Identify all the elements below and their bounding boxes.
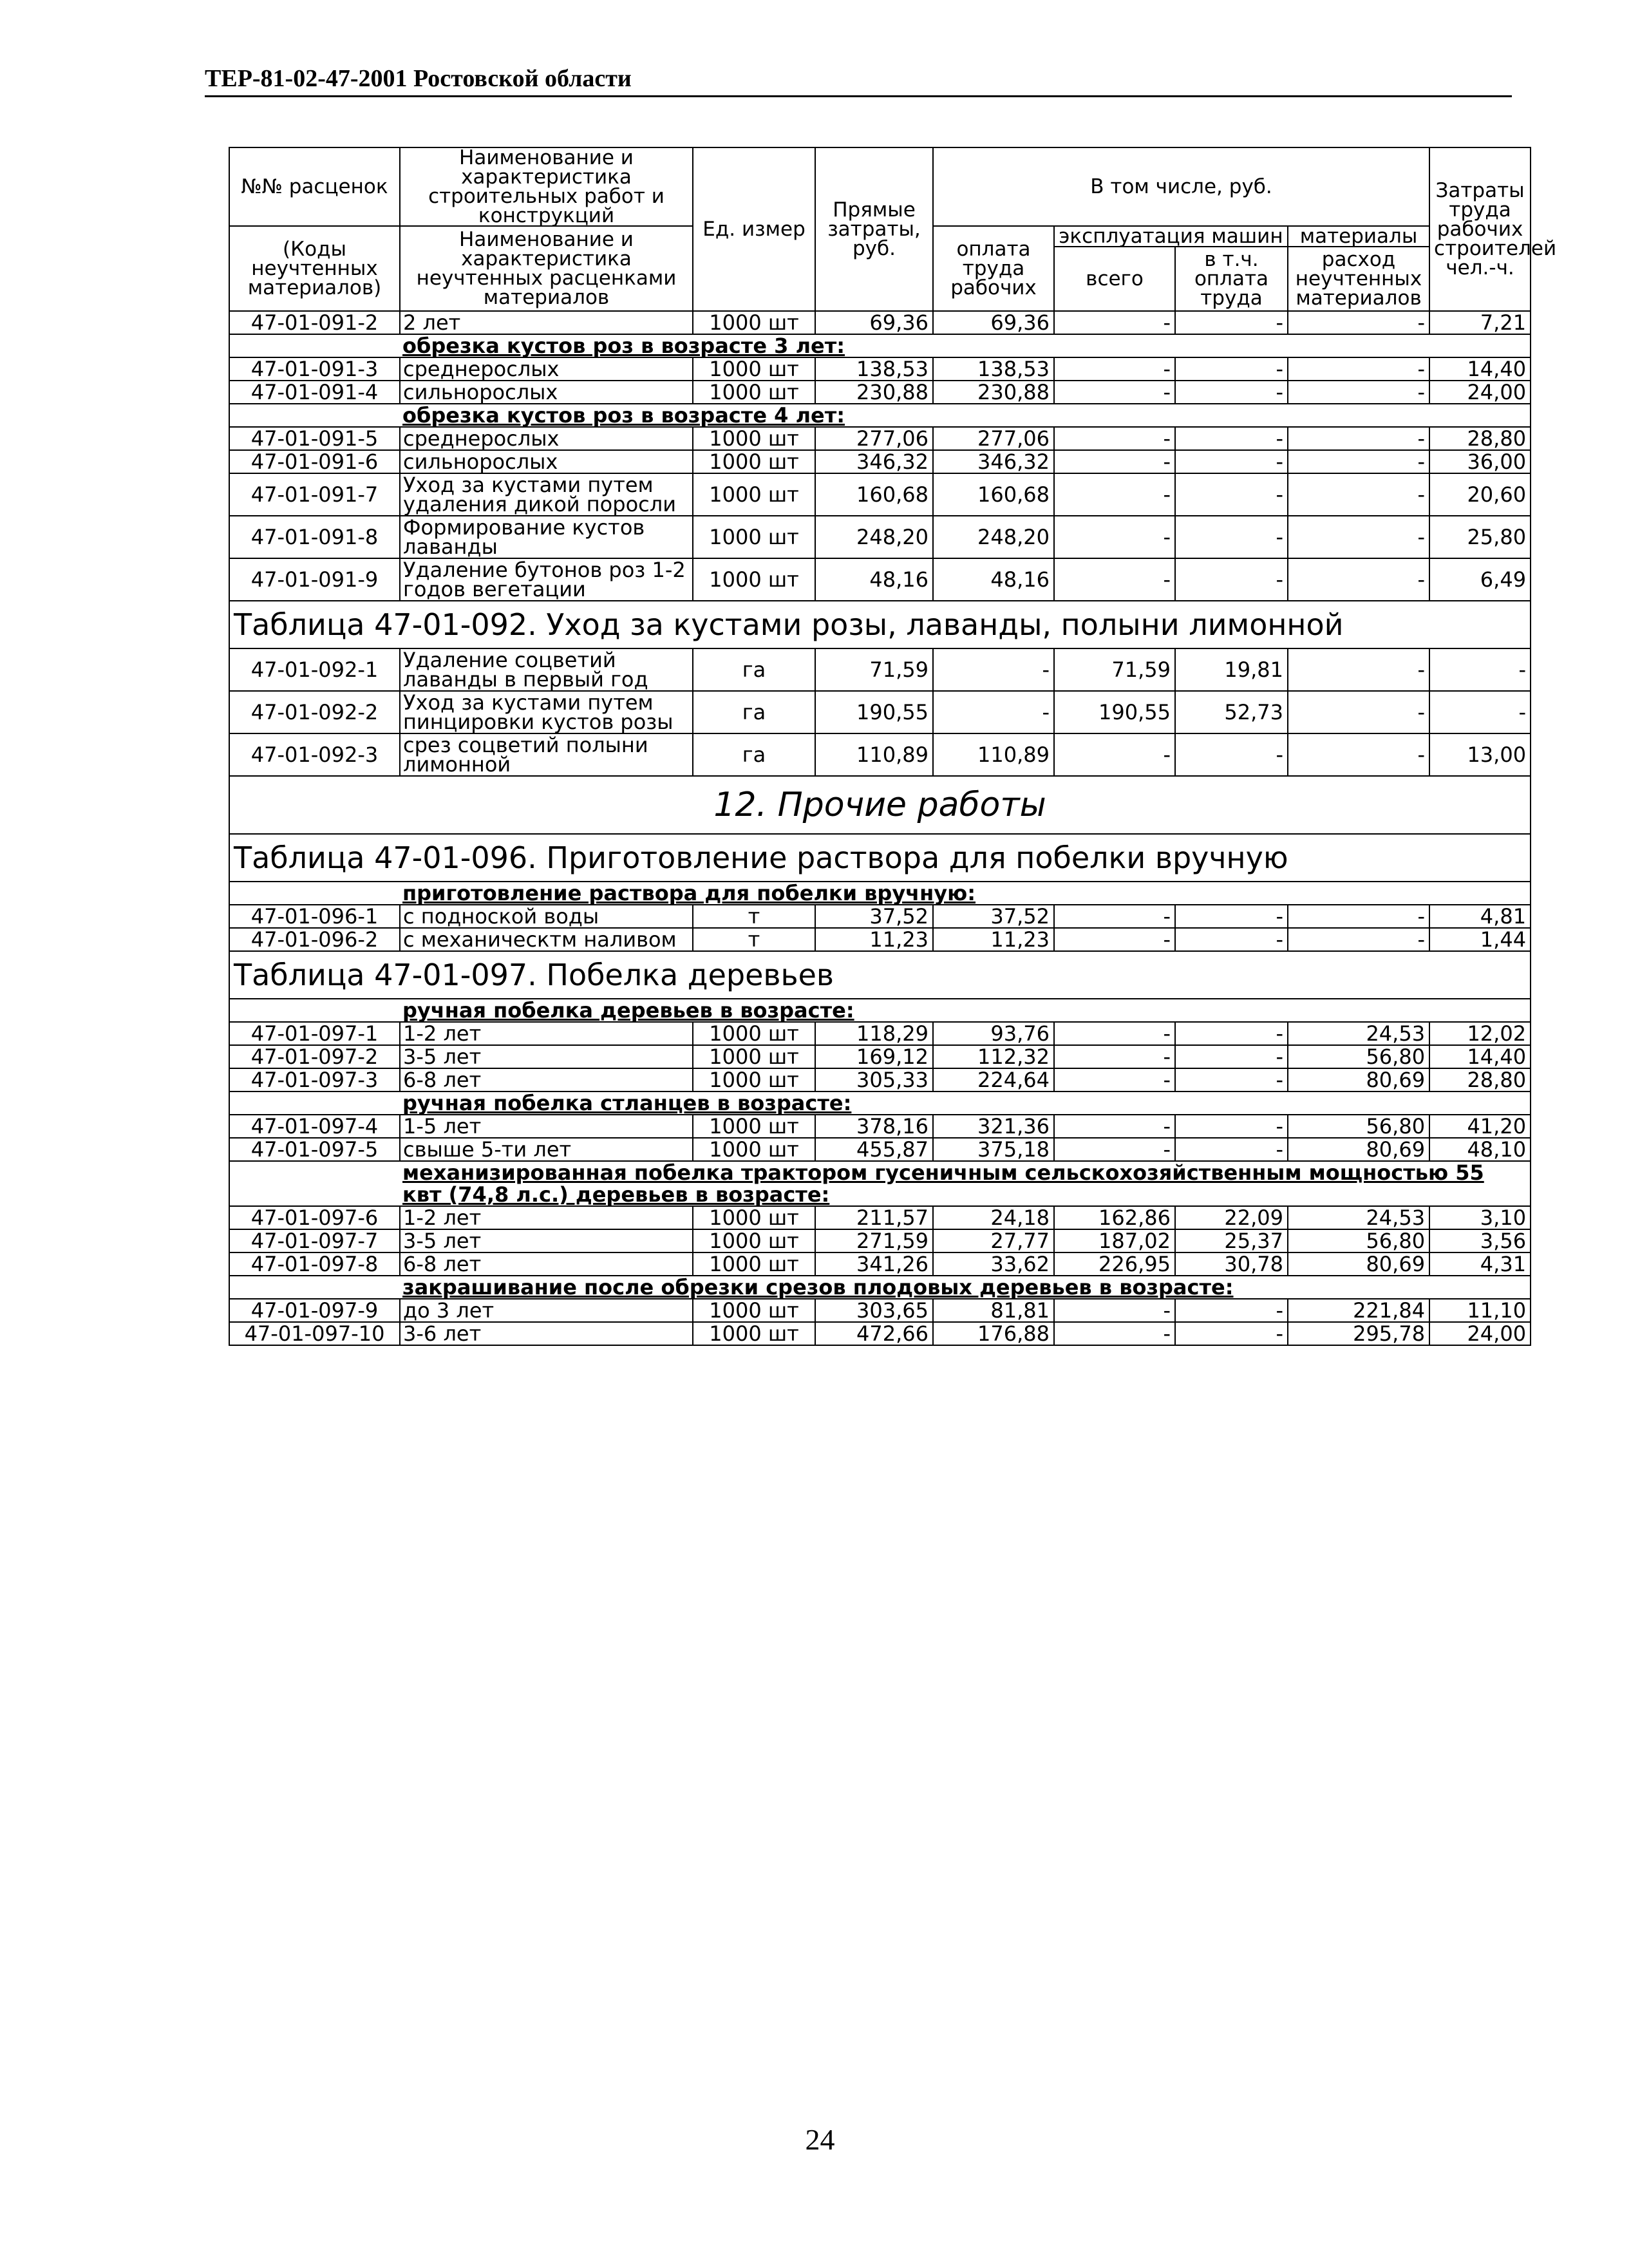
col-name-sub-header: Наименование и характеристика неучтенных расценками материалов: [400, 226, 693, 311]
rate-code: 47-01-096-2: [229, 928, 400, 951]
labor-hours-cell: 36,00: [1429, 450, 1531, 473]
unit-cell: га: [693, 648, 815, 691]
chapter-row: [229, 776, 1531, 834]
direct-cost-cell: 230,88: [815, 381, 933, 404]
labor-pay-cell: 24,18: [933, 1206, 1054, 1229]
direct-cost-cell: 37,52: [815, 905, 933, 928]
labor-pay-cell: 160,68: [933, 473, 1054, 516]
machines-labor-cell: 52,73: [1175, 691, 1288, 733]
table-title: Таблица 47-01-092. Уход за кустами розы, лаванды, полыни лимонной: [229, 601, 1531, 648]
table-row: [229, 733, 1531, 776]
materials-cell: -: [1288, 427, 1429, 450]
table-row: [229, 450, 1531, 473]
labor-hours-cell: 4,31: [1429, 1252, 1531, 1276]
machines-total-cell: -: [1054, 1299, 1175, 1322]
machines-labor-cell: -: [1175, 1045, 1288, 1068]
unit-cell: 1000 шт: [693, 1022, 815, 1045]
table-row: [229, 357, 1531, 381]
table-title: Таблица 47-01-096. Приготовление раствора для побелки вручную: [229, 834, 1531, 882]
machines-labor-cell: -: [1175, 928, 1288, 951]
labor-pay-cell: 112,32: [933, 1045, 1054, 1068]
labor-pay-cell: 37,52: [933, 905, 1054, 928]
rate-code: 47-01-092-1: [229, 648, 400, 691]
labor-hours-cell: 4,81: [1429, 905, 1531, 928]
machines-total-cell: 226,95: [1054, 1252, 1175, 1276]
machines-total-cell: 187,02: [1054, 1229, 1175, 1252]
rate-code: 47-01-097-6: [229, 1206, 400, 1229]
direct-cost-cell: 138,53: [815, 357, 933, 381]
work-name: свыше 5-ти лет: [400, 1138, 693, 1161]
direct-cost-cell: 341,26: [815, 1252, 933, 1276]
machines-labor-cell: -: [1175, 381, 1288, 404]
direct-cost-cell: 303,65: [815, 1299, 933, 1322]
unit-cell: га: [693, 733, 815, 776]
materials-cell: -: [1288, 473, 1429, 516]
col-direct-header: Прямые затраты, руб.: [815, 147, 933, 311]
labor-hours-cell: 25,80: [1429, 516, 1531, 558]
labor-hours-cell: 20,60: [1429, 473, 1531, 516]
work-name: с механическтм наливом: [400, 928, 693, 951]
col-materials-sub-header: расход неучтенных материалов: [1288, 247, 1429, 311]
labor-pay-cell: 277,06: [933, 427, 1054, 450]
labor-pay-cell: 27,77: [933, 1229, 1054, 1252]
unit-cell: 1000 шт: [693, 1322, 815, 1345]
labor-hours-cell: 14,40: [1429, 357, 1531, 381]
machines-labor-cell: -: [1175, 1022, 1288, 1045]
work-name: среднерослых: [400, 357, 693, 381]
materials-cell: 56,80: [1288, 1045, 1429, 1068]
labor-pay-cell: 346,32: [933, 450, 1054, 473]
page-number: 24: [805, 2123, 835, 2156]
labor-hours-cell: 24,00: [1429, 1322, 1531, 1345]
materials-cell: -: [1288, 516, 1429, 558]
rates-table: [229, 146, 1557, 1346]
table-row: [229, 558, 1531, 601]
direct-cost-cell: 271,59: [815, 1229, 933, 1252]
document-header: ТЕР-81-02-47-2001 Ростовской области: [205, 64, 1512, 97]
unit-cell: т: [693, 905, 815, 928]
unit-cell: 1000 шт: [693, 1299, 815, 1322]
labor-pay-cell: 138,53: [933, 357, 1054, 381]
direct-cost-cell: 472,66: [815, 1322, 933, 1345]
machines-labor-cell: 30,78: [1175, 1252, 1288, 1276]
unit-cell: 1000 шт: [693, 357, 815, 381]
col-code-sub-header: (Коды неучтенных материалов): [229, 226, 400, 311]
work-name: Удаление соцветий лаванды в первый год: [400, 648, 693, 691]
section-heading: обрезка кустов роз в возрасте 4 лет:: [402, 403, 845, 428]
materials-cell: 56,80: [1288, 1115, 1429, 1138]
table-row: [229, 691, 1531, 733]
labor-pay-cell: 81,81: [933, 1299, 1054, 1322]
materials-cell: 24,53: [1288, 1022, 1429, 1045]
unit-cell: 1000 шт: [693, 381, 815, 404]
col-hours-header: Затраты труда рабочих строителей чел.-ч.: [1429, 147, 1531, 311]
labor-hours-cell: 48,10: [1429, 1138, 1531, 1161]
rate-code: 47-01-097-1: [229, 1022, 400, 1045]
table-row: [229, 1322, 1531, 1345]
machines-total-cell: -: [1054, 558, 1175, 601]
work-name: 1-2 лет: [400, 1022, 693, 1045]
labor-hours-cell: 3,56: [1429, 1229, 1531, 1252]
materials-cell: -: [1288, 733, 1429, 776]
direct-cost-cell: 211,57: [815, 1206, 933, 1229]
work-name: 6-8 лет: [400, 1068, 693, 1091]
materials-cell: 295,78: [1288, 1322, 1429, 1345]
machines-labor-cell: 22,09: [1175, 1206, 1288, 1229]
col-materials-header: материалы: [1288, 226, 1429, 247]
labor-hours-cell: 14,40: [1429, 1045, 1531, 1068]
rate-code: 47-01-097-8: [229, 1252, 400, 1276]
col-labor-header: оплата труда рабочих: [933, 226, 1054, 311]
unit-cell: 1000 шт: [693, 1068, 815, 1091]
materials-cell: -: [1288, 357, 1429, 381]
table-row: [229, 1138, 1531, 1161]
direct-cost-cell: 346,32: [815, 450, 933, 473]
table-row: [229, 1115, 1531, 1138]
labor-pay-cell: 224,64: [933, 1068, 1054, 1091]
col-name-header: Наименование и характеристика строительных работ и конструкций: [400, 147, 693, 226]
unit-cell: 1000 шт: [693, 558, 815, 601]
labor-pay-cell: 176,88: [933, 1322, 1054, 1345]
section-heading: закрашивание после обрезки срезов плодовых деревьев в возрасте:: [402, 1275, 1234, 1299]
direct-cost-cell: 160,68: [815, 473, 933, 516]
labor-hours-cell: -: [1429, 691, 1531, 733]
machines-total-cell: 190,55: [1054, 691, 1175, 733]
col-incl-header: В том числе, руб.: [933, 147, 1429, 226]
machines-labor-cell: -: [1175, 1068, 1288, 1091]
unit-cell: 1000 шт: [693, 473, 815, 516]
machines-labor-cell: -: [1175, 905, 1288, 928]
machines-labor-cell: -: [1175, 1299, 1288, 1322]
machines-labor-cell: -: [1175, 427, 1288, 450]
machines-labor-cell: -: [1175, 733, 1288, 776]
table-row: [229, 648, 1531, 691]
direct-cost-cell: 277,06: [815, 427, 933, 450]
rate-code: 47-01-092-2: [229, 691, 400, 733]
section-row: [229, 404, 1531, 427]
direct-cost-cell: 169,12: [815, 1045, 933, 1068]
unit-cell: т: [693, 928, 815, 951]
section-heading: механизированная побелка трактором гусеничным сельскохозяйственным мощностью 55 квт (74,8 л.с.) деревьев в возрасте:: [402, 1160, 1484, 1207]
rate-code: 47-01-097-7: [229, 1229, 400, 1252]
table-row: [229, 1045, 1531, 1068]
table-row: [229, 311, 1531, 334]
table-row: [229, 928, 1531, 951]
table-title-row: [229, 834, 1531, 882]
unit-cell: 1000 шт: [693, 1206, 815, 1229]
work-name: до 3 лет: [400, 1299, 693, 1322]
section-heading: ручная побелка стланцев в возрасте:: [402, 1091, 852, 1115]
materials-cell: 56,80: [1288, 1229, 1429, 1252]
labor-hours-cell: 41,20: [1429, 1115, 1531, 1138]
work-name: сильнорослых: [400, 450, 693, 473]
machines-labor-cell: -: [1175, 473, 1288, 516]
machines-total-cell: -: [1054, 516, 1175, 558]
machines-labor-cell: -: [1175, 311, 1288, 334]
rate-code: 47-01-091-2: [229, 311, 400, 334]
materials-cell: -: [1288, 648, 1429, 691]
section-heading: обрезка кустов роз в возрасте 3 лет:: [402, 334, 845, 358]
machines-labor-cell: 19,81: [1175, 648, 1288, 691]
labor-pay-cell: 33,62: [933, 1252, 1054, 1276]
machines-labor-cell: -: [1175, 558, 1288, 601]
unit-cell: 1000 шт: [693, 1045, 815, 1068]
materials-cell: -: [1288, 928, 1429, 951]
machines-total-cell: -: [1054, 733, 1175, 776]
machines-labor-cell: 25,37: [1175, 1229, 1288, 1252]
labor-hours-cell: 11,10: [1429, 1299, 1531, 1322]
labor-hours-cell: 3,10: [1429, 1206, 1531, 1229]
labor-hours-cell: 28,80: [1429, 1068, 1531, 1091]
direct-cost-cell: 11,23: [815, 928, 933, 951]
work-name: сильнорослых: [400, 381, 693, 404]
section-row: [229, 1091, 1531, 1115]
unit-cell: 1000 шт: [693, 427, 815, 450]
col-mach-total-header: всего: [1054, 247, 1175, 311]
machines-total-cell: -: [1054, 311, 1175, 334]
machines-total-cell: -: [1054, 1022, 1175, 1045]
table-row: [229, 473, 1531, 516]
table-row: [229, 1206, 1531, 1229]
labor-pay-cell: -: [933, 691, 1054, 733]
machines-labor-cell: -: [1175, 1138, 1288, 1161]
machines-total-cell: -: [1054, 427, 1175, 450]
materials-cell: 80,69: [1288, 1068, 1429, 1091]
work-name: Уход за кустами путем пинцировки кустов розы: [400, 691, 693, 733]
unit-cell: 1000 шт: [693, 450, 815, 473]
work-name: срез соцветий полыни лимонной: [400, 733, 693, 776]
section-row: [229, 334, 1531, 357]
materials-cell: -: [1288, 905, 1429, 928]
materials-cell: 24,53: [1288, 1206, 1429, 1229]
machines-labor-cell: -: [1175, 516, 1288, 558]
rate-code: 47-01-091-8: [229, 516, 400, 558]
machines-total-cell: -: [1054, 928, 1175, 951]
section-row: [229, 1161, 1531, 1206]
work-name: 1-5 лет: [400, 1115, 693, 1138]
machines-labor-cell: -: [1175, 1115, 1288, 1138]
col-unit-header: Ед. измер: [693, 147, 815, 311]
rate-code: 47-01-091-3: [229, 357, 400, 381]
labor-hours-cell: 1,44: [1429, 928, 1531, 951]
machines-total-cell: 71,59: [1054, 648, 1175, 691]
rate-code: 47-01-097-2: [229, 1045, 400, 1068]
direct-cost-cell: 48,16: [815, 558, 933, 601]
labor-pay-cell: 11,23: [933, 928, 1054, 951]
table-row: [229, 1252, 1531, 1276]
work-name: 1-2 лет: [400, 1206, 693, 1229]
table-row: [229, 1068, 1531, 1091]
direct-cost-cell: 190,55: [815, 691, 933, 733]
direct-cost-cell: 305,33: [815, 1068, 933, 1091]
machines-labor-cell: -: [1175, 1322, 1288, 1345]
table-title-row: [229, 601, 1531, 648]
table-title: Таблица 47-01-097. Побелка деревьев: [229, 951, 1531, 999]
rate-code: 47-01-092-3: [229, 733, 400, 776]
materials-cell: 80,69: [1288, 1252, 1429, 1276]
rate-code: 47-01-097-10: [229, 1322, 400, 1345]
work-name: среднерослых: [400, 427, 693, 450]
machines-total-cell: -: [1054, 1115, 1175, 1138]
direct-cost-cell: 71,59: [815, 648, 933, 691]
machines-total-cell: -: [1054, 1322, 1175, 1345]
labor-pay-cell: 69,36: [933, 311, 1054, 334]
machines-total-cell: -: [1054, 1068, 1175, 1091]
labor-hours-cell: 24,00: [1429, 381, 1531, 404]
labor-hours-cell: 6,49: [1429, 558, 1531, 601]
work-name: 3-6 лет: [400, 1322, 693, 1345]
machines-total-cell: -: [1054, 450, 1175, 473]
labor-hours-cell: -: [1429, 648, 1531, 691]
machines-total-cell: -: [1054, 905, 1175, 928]
machines-total-cell: -: [1054, 1045, 1175, 1068]
machines-total-cell: -: [1054, 381, 1175, 404]
direct-cost-cell: 455,87: [815, 1138, 933, 1161]
direct-cost-cell: 118,29: [815, 1022, 933, 1045]
unit-cell: 1000 шт: [693, 311, 815, 334]
col-mach-labor-header: в т.ч. оплата труда: [1175, 247, 1288, 311]
table-row: [229, 905, 1531, 928]
machines-total-cell: -: [1054, 473, 1175, 516]
table-row: [229, 381, 1531, 404]
rate-code: 47-01-097-4: [229, 1115, 400, 1138]
unit-cell: 1000 шт: [693, 1115, 815, 1138]
materials-cell: -: [1288, 311, 1429, 334]
labor-hours-cell: 7,21: [1429, 311, 1531, 334]
table-row: [229, 1299, 1531, 1322]
work-name: 3-5 лет: [400, 1229, 693, 1252]
section-row: [229, 882, 1531, 905]
work-name: Удаление бутонов роз 1-2 годов вегетации: [400, 558, 693, 601]
work-name: Уход за кустами путем удаления дикой поросли: [400, 473, 693, 516]
rate-code: 47-01-091-4: [229, 381, 400, 404]
labor-hours-cell: 28,80: [1429, 427, 1531, 450]
labor-hours-cell: 13,00: [1429, 733, 1531, 776]
unit-cell: 1000 шт: [693, 1229, 815, 1252]
materials-cell: 80,69: [1288, 1138, 1429, 1161]
unit-cell: 1000 шт: [693, 516, 815, 558]
labor-pay-cell: 93,76: [933, 1022, 1054, 1045]
labor-pay-cell: 230,88: [933, 381, 1054, 404]
work-name: 3-5 лет: [400, 1045, 693, 1068]
labor-pay-cell: 375,18: [933, 1138, 1054, 1161]
table-row: [229, 427, 1531, 450]
direct-cost-cell: 110,89: [815, 733, 933, 776]
direct-cost-cell: 69,36: [815, 311, 933, 334]
unit-cell: 1000 шт: [693, 1252, 815, 1276]
machines-labor-cell: -: [1175, 450, 1288, 473]
machines-total-cell: 162,86: [1054, 1206, 1175, 1229]
col-code-header: №№ расценок: [229, 147, 400, 226]
section-heading: ручная побелка деревьев в возрасте:: [402, 998, 854, 1023]
labor-pay-cell: -: [933, 648, 1054, 691]
table-title-row: [229, 951, 1531, 999]
machines-total-cell: -: [1054, 1138, 1175, 1161]
rate-code: 47-01-097-9: [229, 1299, 400, 1322]
rate-code: 47-01-091-6: [229, 450, 400, 473]
materials-cell: -: [1288, 450, 1429, 473]
materials-cell: -: [1288, 691, 1429, 733]
unit-cell: га: [693, 691, 815, 733]
work-name: с подноской воды: [400, 905, 693, 928]
section-row: [229, 1276, 1531, 1299]
labor-hours-cell: 12,02: [1429, 1022, 1531, 1045]
rate-code: 47-01-091-9: [229, 558, 400, 601]
rate-code: 47-01-097-3: [229, 1068, 400, 1091]
labor-pay-cell: 248,20: [933, 516, 1054, 558]
labor-pay-cell: 321,36: [933, 1115, 1054, 1138]
table-row: [229, 1229, 1531, 1252]
rate-code: 47-01-091-5: [229, 427, 400, 450]
machines-labor-cell: -: [1175, 357, 1288, 381]
work-name: 6-8 лет: [400, 1252, 693, 1276]
materials-cell: -: [1288, 381, 1429, 404]
work-name: 2 лет: [400, 311, 693, 334]
unit-cell: 1000 шт: [693, 1138, 815, 1161]
rate-code: 47-01-096-1: [229, 905, 400, 928]
labor-pay-cell: 48,16: [933, 558, 1054, 601]
section-heading: приготовление раствора для побелки вручную:: [402, 881, 976, 905]
materials-cell: 221,84: [1288, 1299, 1429, 1322]
labor-pay-cell: 110,89: [933, 733, 1054, 776]
table-row: [229, 516, 1531, 558]
section-row: [229, 999, 1531, 1022]
materials-cell: -: [1288, 558, 1429, 601]
direct-cost-cell: 378,16: [815, 1115, 933, 1138]
rate-code: 47-01-097-5: [229, 1138, 400, 1161]
table-row: [229, 1022, 1531, 1045]
rate-code: 47-01-091-7: [229, 473, 400, 516]
machines-total-cell: -: [1054, 357, 1175, 381]
direct-cost-cell: 248,20: [815, 516, 933, 558]
chapter-title: 12. Прочие работы: [229, 776, 1531, 834]
work-name: Формирование кустов лаванды: [400, 516, 693, 558]
col-machines-header: эксплуатация машин: [1054, 226, 1288, 247]
